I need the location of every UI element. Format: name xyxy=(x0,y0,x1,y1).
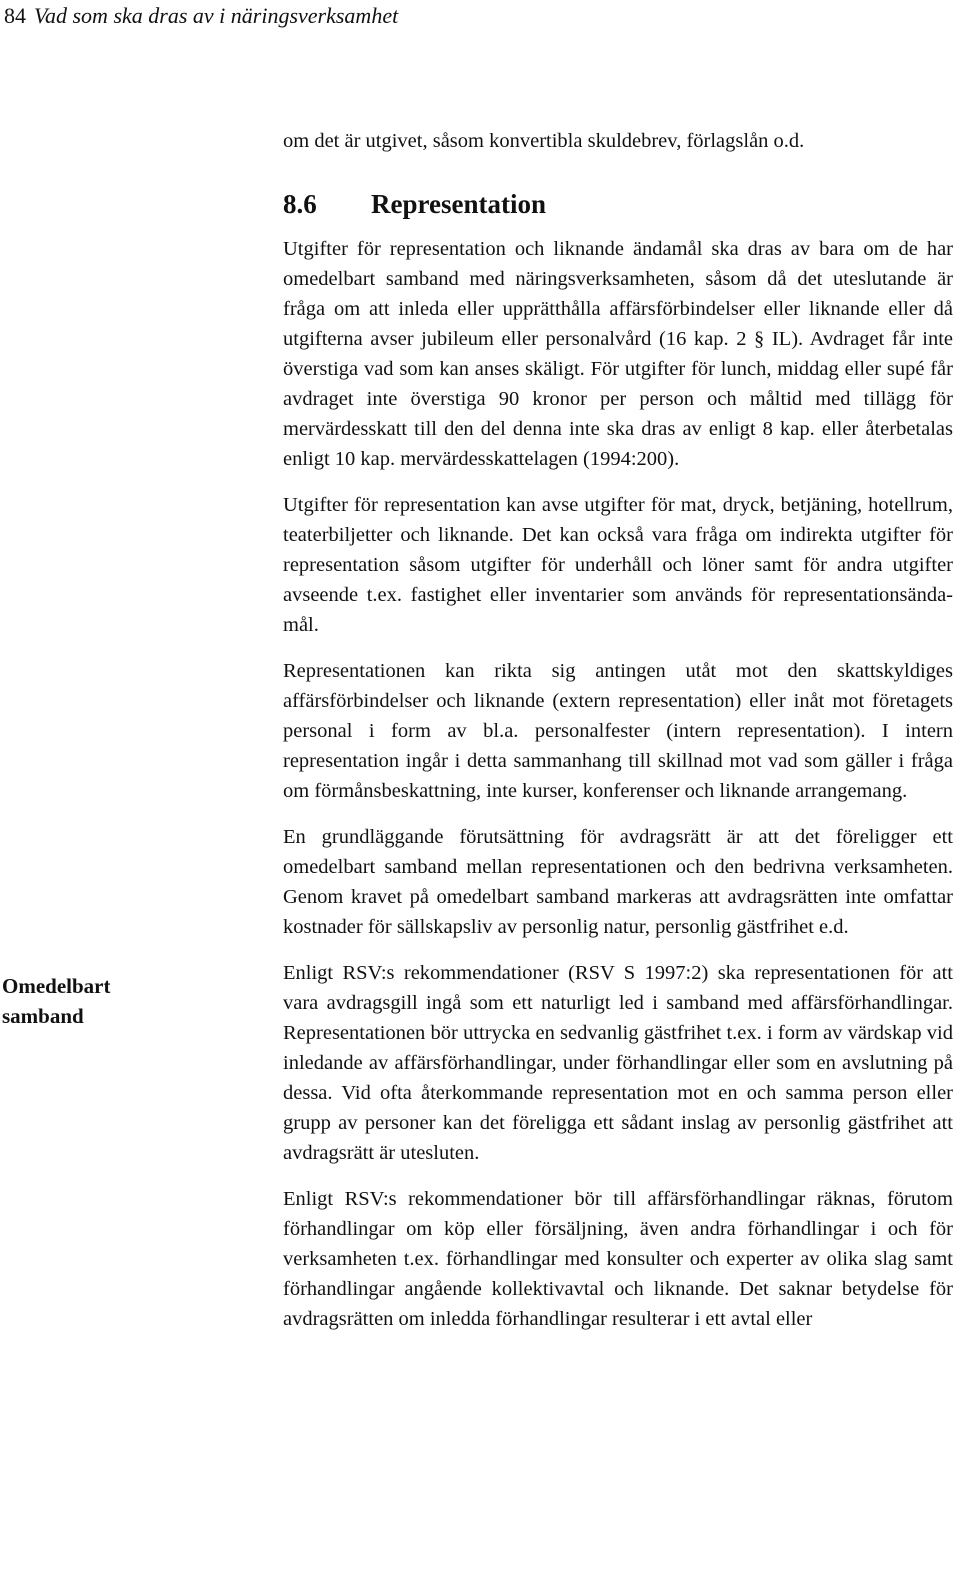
body-paragraph: Utgifter för representation och liknande ändamål ska dras av bara om de har omedelbart samband med näringsverksamheten, såsom då det uteslutande är fråga om att inleda eller upprätthålla affärsförbindelser eller liknande eller då utgifterna avser jubileum eller personalvård (16 kap. 2 § IL). Avdraget får inte överstiga vad som kan anses skäligt. För utgifter för lunch, middag eller supé får avdraget inte överstiga 90 kronor per person och måltid med tillägg för mervärdesskatt till den del denna inte ska dras av enligt 8 kap. eller återbetalas enligt 10 kap. mervärdesskattelagen (1994:200). xyxy=(283,238,953,470)
running-header xyxy=(4,2,398,30)
body-paragraph: Enligt RSV:s rekommendationer (RSV S 1997:2) ska representationen för att vara avdragsgill ingå som ett naturligt led i samband med affärsförhandlingar. Representationen bör uttrycka en sedvanlig gästfrihet t.ex. i form av värdskap vid inledande av affärsförhandlingar, under förhandlingar eller som en avslutning på dessa. Vid ofta återkommande representation mot en och samma person eller grupp av personer kan det föreligga ett sådant inslag av personlig gästfrihet att avdragsrätt är utesluten. xyxy=(283,962,953,1164)
margin-note-line-1: Omedelbart xyxy=(2,974,111,998)
section-title: Representation xyxy=(371,189,546,219)
body-paragraph: Utgifter för representation kan avse utgifter för mat, dryck, betjäning, hotellrum, teaterbiljetter och liknande. Det kan också vara fråga om indirekta utgifter för representation såsom utgifter för underhåll och löner samt för andra utgifter avseende t.ex. fastighet eller inventarier som används för representationsändamål. xyxy=(283,494,953,636)
chapter-title: Vad som ska dras av i näringsverksamhet xyxy=(34,3,399,28)
body-paragraph: En grundläggande förutsättning för avdragsrätt är att det föreligger ett omedelbart samband mellan representationen och den bedrivna verksamheten. Genom kravet på omedelbart samband markeras att avdragsrätten inte omfattar kostnader för sällskapsliv av personlig natur, personlig gästfrihet e.d. xyxy=(283,826,953,938)
body-paragraph: Representationen kan rikta sig antingen utåt mot den skattskyldiges affärsförbindelser och liknande (extern representation) eller inåt mot företagets personal i form av bl.a. personalfester (intern representation). I intern representation ingår i detta sammanhang till skillnad mot vad som gäller i fråga om förmånsbeskattning, inte kurser, konferenser och liknande arrangemang. xyxy=(283,660,953,802)
margin-note-line-2: samband xyxy=(2,1004,84,1028)
margin-note xyxy=(2,971,162,1031)
lead-line: om det är utgivet, såsom konvertibla skuldebrev, förlagslån o.d. xyxy=(283,130,805,152)
main-text-column xyxy=(283,126,953,1334)
page-number: 84 xyxy=(4,3,26,28)
section-number: 8.6 xyxy=(283,189,317,219)
section-heading xyxy=(283,187,953,221)
body-paragraph: Enligt RSV:s rekommendationer bör till affärsförhandlingar räknas, förutom förhandlingar om köp eller försäljning, även andra förhandlingar i och för verksamheten t.ex. förhandlingar med konsulter och experter av olika slag samt förhandlingar angående kollektivavtal och liknande. Det saknar betydelse för avdragsrätten om inledda förhandlingar resulterar i ett avtal eller xyxy=(283,1188,953,1330)
